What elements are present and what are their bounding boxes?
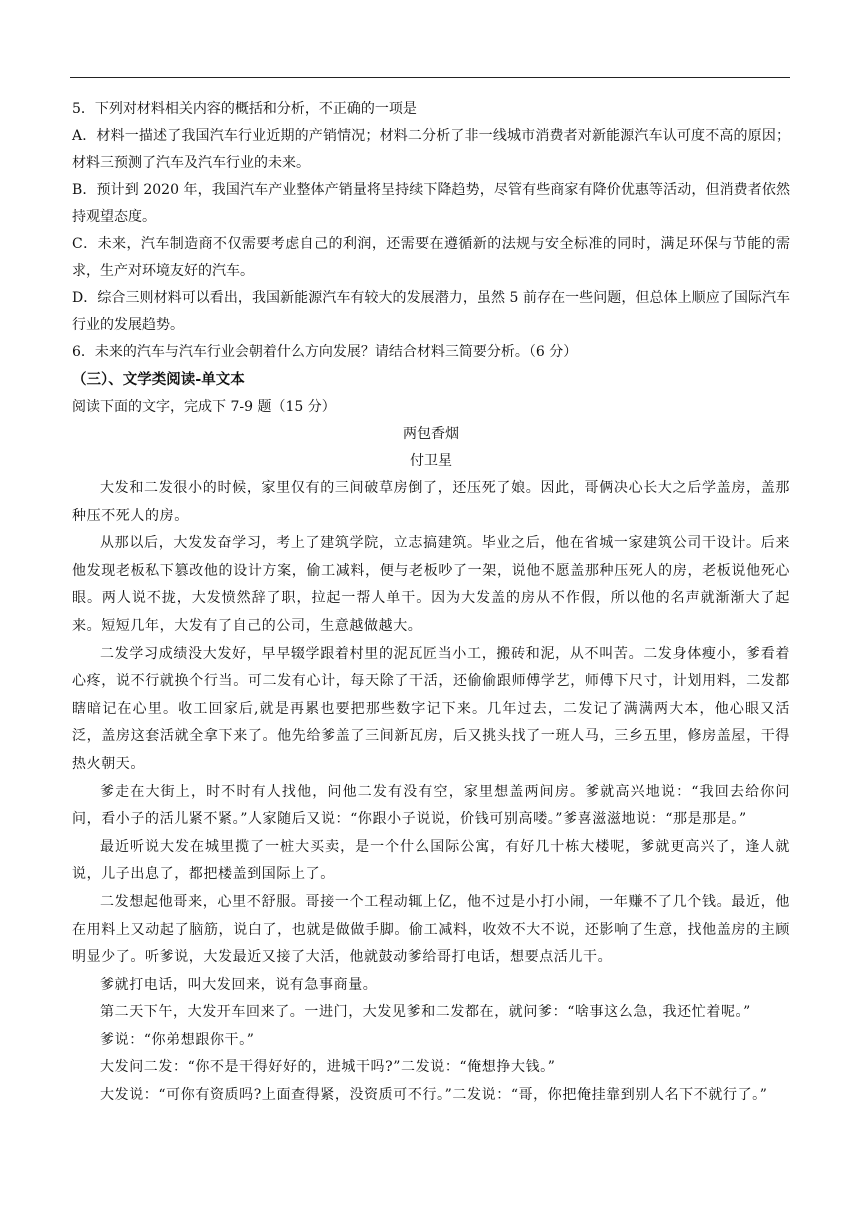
reading-instruction: 阅读下面的文字，完成下 7-9 题（15 分） <box>72 399 336 415</box>
story-paragraph: 二发学习成绩没大发好，早早辍学跟着村里的泥瓦匠当小工，搬砖和泥，从不叫苦。二发身体瘦小，爹看着心疼，说不行就换个行当。可二发有心计，每天除了干活，还偷偷跟师傅学艺，师傅下尺寸，计划用料，二发都瞎暗记在心里。收工回家后,就是再累也要把那些数字记下来。几年过去，二发记了满满两大本，他心眼又活泛，盖房这套活就全拿下来了。他先给爹盖了三间新瓦房，后又挑头找了一班人马，三乡五里，修房盖屋，干得热火朝天。 <box>72 645 790 772</box>
question-5-option-a: A．材料一描述了我国汽车行业近期的产销情况；材料二分析了非一线城市消费者对新能源汽车认可度不高的原因；材料三预测了汽车及汽车行业的未来。 <box>72 128 790 171</box>
story-paragraph: 二发想起他哥来，心里不舒服。哥接一个工程动辄上亿，他不过是小打小闹，一年赚不了几个钱。最近，他在用料上又动起了脑筋，说白了，也就是做做手脚。偷工减料，收效不大不说，还影响了生意，找他盖房的主顾明显少了。听爹说，大发最近又接了大活，他就鼓动爹给哥打电话，想要点活儿干。 <box>72 893 790 966</box>
question-5-option-d: D．综合三则材料可以看出，我国新能源汽车有较大的发展潜力，虽然 5 前存在一些问题，但总体上顺应了国际汽车行业的发展趋势。 <box>72 290 790 333</box>
header-rule <box>70 77 790 78</box>
story-paragraph: 大发问二发：“你不是干得好好的，进城干吗?”二发说：“俺想挣大钱。” <box>100 1059 556 1076</box>
story-paragraph: 从那以后，大发发奋学习，考上了建筑学院，立志搞建筑。毕业之后，他在省城一家建筑公司干设计。后来他发现老板私下篡改他的设计方案，偷工减料，便与老板吵了一架，说他不愿盖那种压死人的房，老板说他死心眼。两人说不拢，大发愤然辞了职，拉起一帮人单干。因为大发盖的房从不作假，所以他的名声就渐渐大了起来。短短几年，大发有了自己的公司，生意越做越大。 <box>72 535 790 634</box>
story-paragraph: 大发说：“可你有资质吗?上面查得紧，没资质可不行。”二发说：“哥，你把俺挂靠到别人名下不就行了。” <box>100 1087 768 1104</box>
section-title: （三）、文学类阅读-单文本 <box>72 371 245 388</box>
question-5-option-c: C．未来，汽车制造商不仅需要考虑自己的利润，还需要在遵循新的法规与安全标准的同时，满足环保与节能的需求，生产对环境友好的汽车。 <box>72 236 790 279</box>
story-paragraph: 爹说：“你弟想跟你干。” <box>100 1031 255 1048</box>
document-body <box>72 96 790 1110</box>
story-title: 两包香烟 <box>403 426 459 442</box>
question-5-stem: 5．下列对材料相关内容的概括和分析，不正确的一项是 <box>72 101 417 117</box>
story-paragraph: 大发和二发很小的时候，家里仅有的三间破草房倒了，还压死了娘。因此，哥俩决心长大之后学盖房，盖那种压不死人的房。 <box>72 480 790 524</box>
story-paragraph: 爹就打电话，叫大发回来，说有急事商量。 <box>100 976 378 993</box>
question-5-option-b: B．预计到 2020 年，我国汽车产业整体产销量将呈持续下降趋势，尽管有些商家有降价优惠等活动，但消费者依然持观望态度。 <box>72 182 790 225</box>
question-6: 6．未来的汽车与汽车行业会朝着什么方向发展？请结合材料三简要分析。（6 分） <box>72 344 578 360</box>
story-paragraph: 最近听说大发在城里揽了一桩大买卖，是一个什么国际公寓，有好几十栋大楼呢，爹就更高兴了，逢人就说，儿子出息了，都把楼盖到国际上了。 <box>72 838 790 883</box>
story-author: 付卫星 <box>410 453 452 469</box>
story-paragraph: 第二天下午，大发开车回来了。一进门，大发见爹和二发都在，就问爹：“啥事这么急，我还忙着呢。” <box>100 1004 751 1021</box>
story-paragraph: 爹走在大街上，时不时有人找他，问他二发有没有空，家里想盖两间房。爹就高兴地说：“我回去给你问问，看小子的活儿紧不紧。”人家随后又说：“你跟小子说说，价钱可别高喽。”爹喜滋滋地说：“那是那是。” <box>72 783 790 828</box>
